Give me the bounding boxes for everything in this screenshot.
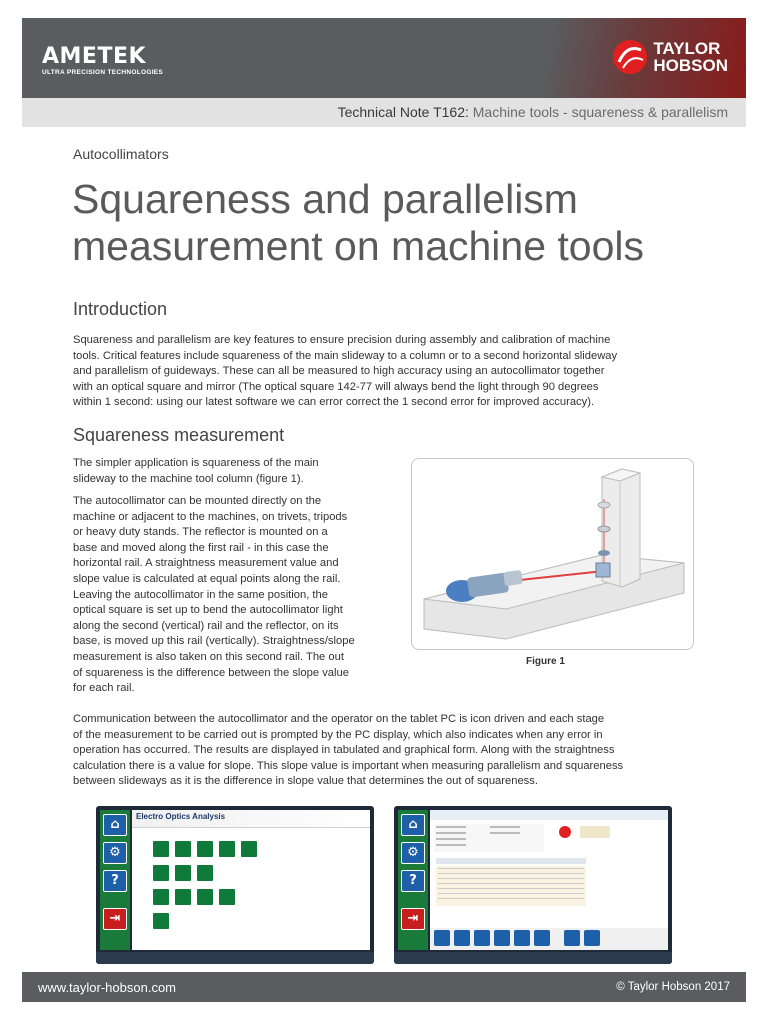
para-line: The simpler application is squareness of the main <box>73 457 319 469</box>
app-tile-icon <box>196 864 214 882</box>
settings-icon: ⚙ <box>401 842 425 864</box>
para-line: slideway to the machine tool column (figure 1). <box>73 472 304 485</box>
app-tile-icon <box>152 888 170 906</box>
para-line: calculation there is a value for slope. This slope value is important when measuring parallelism and squareness <box>73 759 624 772</box>
figure-caption: Figure 1 <box>526 656 565 667</box>
para-line: slope value is calculated at equal points along the rail. <box>73 572 341 585</box>
app-tile-icon <box>196 888 214 906</box>
software-screenshot-menu <box>96 806 374 964</box>
note-topic: Machine tools - squareness & parallelism <box>472 104 728 120</box>
para-line: of squareness is the difference between the slope value <box>73 666 349 679</box>
technical-note-bar <box>22 98 746 127</box>
help-icon: ? <box>103 870 127 892</box>
para-line: Leaving the autocollimator in the same position, the <box>73 588 328 601</box>
app-tile-icon <box>240 840 258 858</box>
para-line: operation has occurred. The results are displayed in tabulated and graphical form. Along with the straightness <box>73 744 615 757</box>
screenshot-taskbar <box>96 952 374 964</box>
para-line: or heavy duty stands. The reflector is mounted on a <box>73 526 328 539</box>
technical-note-label <box>338 104 728 120</box>
app-tile-icon <box>218 888 236 906</box>
para-line: base, is moved up this rail (vertically). Straightness/slope <box>73 635 355 648</box>
software-screenshot-results <box>394 806 672 964</box>
app-tile-icon <box>152 864 170 882</box>
app-tile-icon <box>152 840 170 858</box>
results-table-graphic <box>430 810 668 950</box>
figure-1-illustration <box>411 458 694 650</box>
app-tile-icon <box>152 912 170 930</box>
intro-line: and parallelism of guideways. These can all be measured to high accuracy using an autocollimator together <box>73 365 605 378</box>
help-icon: ? <box>401 870 425 892</box>
para-line: measurement is also taken on this second rail. The out <box>73 650 344 663</box>
ametek-tagline: ULTRA PRECISION TECHNOLOGIES <box>42 69 164 76</box>
screenshot-sidebar <box>398 810 428 950</box>
squareness-paragraph-2 <box>73 494 393 697</box>
para-line: base and moved along the first rail - in this case the <box>73 541 329 554</box>
para-line: along the second (vertical) rail and the reflector, on its <box>73 619 339 632</box>
ametek-logo-text: AMETEK <box>42 44 147 69</box>
intro-line: with an optical square and mirror (The optical square 142-77 will always bend the light through 90 degrees <box>73 380 599 393</box>
para-line: horizontal rail. A straightness measurement value and <box>73 557 339 570</box>
para-line: Communication between the autocollimator and the operator on the tablet PC is icon driven and each stage <box>73 713 605 725</box>
app-tile-icon <box>196 840 214 858</box>
screenshot-sidebar <box>100 810 130 950</box>
note-id: Technical Note T162: <box>337 104 469 120</box>
screenshot-title-bar <box>132 810 370 828</box>
taylor-hobson-logo <box>613 40 728 74</box>
intro-line: within 1 second: using our latest software we can error correct the 1 second error for improved accuracy). <box>73 396 595 409</box>
settings-icon: ⚙ <box>103 842 127 864</box>
intro-heading: Introduction <box>73 299 168 319</box>
screenshot-main-area <box>132 810 370 950</box>
exit-icon: ⇥ <box>401 908 425 930</box>
para-line: optical square is set up to bend the autocollimator light <box>73 604 343 617</box>
squareness-paragraph-3 <box>73 712 713 790</box>
app-tile-icon <box>174 888 192 906</box>
exit-icon: ⇥ <box>103 908 127 930</box>
app-tile-icon <box>174 840 192 858</box>
ametek-logo <box>42 46 163 76</box>
para-line: for each rail. <box>73 682 135 695</box>
page-header <box>22 18 746 98</box>
intro-paragraph <box>73 333 693 411</box>
category-label: Autocollimators <box>73 146 169 162</box>
app-tile-icon <box>218 840 236 858</box>
screenshot-taskbar <box>394 952 672 964</box>
screenshot-results-area <box>430 810 668 950</box>
screenshot-title: Electro Optics Analysis <box>136 812 226 821</box>
taylor-hobson-emblem-icon <box>613 40 647 74</box>
home-icon: ⌂ <box>103 814 127 836</box>
para-line: The autocollimator can be mounted directly on the <box>73 495 322 507</box>
th-logo-line1: TAYLOR <box>653 39 721 58</box>
para-line: of the measurement to be carried out is prompted by the PC display, which also indicates when any error in <box>73 728 603 741</box>
footer-url-link[interactable]: www.taylor-hobson.com <box>38 980 176 995</box>
squareness-heading: Squareness measurement <box>73 425 285 445</box>
app-tile-icon <box>174 864 192 882</box>
footer-copyright: © Taylor Hobson 2017 <box>616 981 730 993</box>
home-icon: ⌂ <box>401 814 425 836</box>
page-footer <box>22 972 746 1002</box>
th-logo-line2: HOBSON <box>653 56 728 75</box>
machine-tool-diagram <box>412 459 694 650</box>
squareness-paragraph-1 <box>73 456 393 487</box>
intro-line: tools. Critical features include squareness of the main slideway to a column or to a second horizontal slideway <box>73 349 618 362</box>
page-title: Squareness and parallelism measurement on machine tools <box>72 176 645 269</box>
para-line: between slideways as it is the difference in slope value that determines the out of squareness. <box>73 775 538 788</box>
para-line: machine or adjacent to the machines, on trivets, tripods <box>73 510 348 523</box>
intro-line: Squareness and parallelism are key features to ensure precision during assembly and calibration of machine <box>73 334 611 346</box>
